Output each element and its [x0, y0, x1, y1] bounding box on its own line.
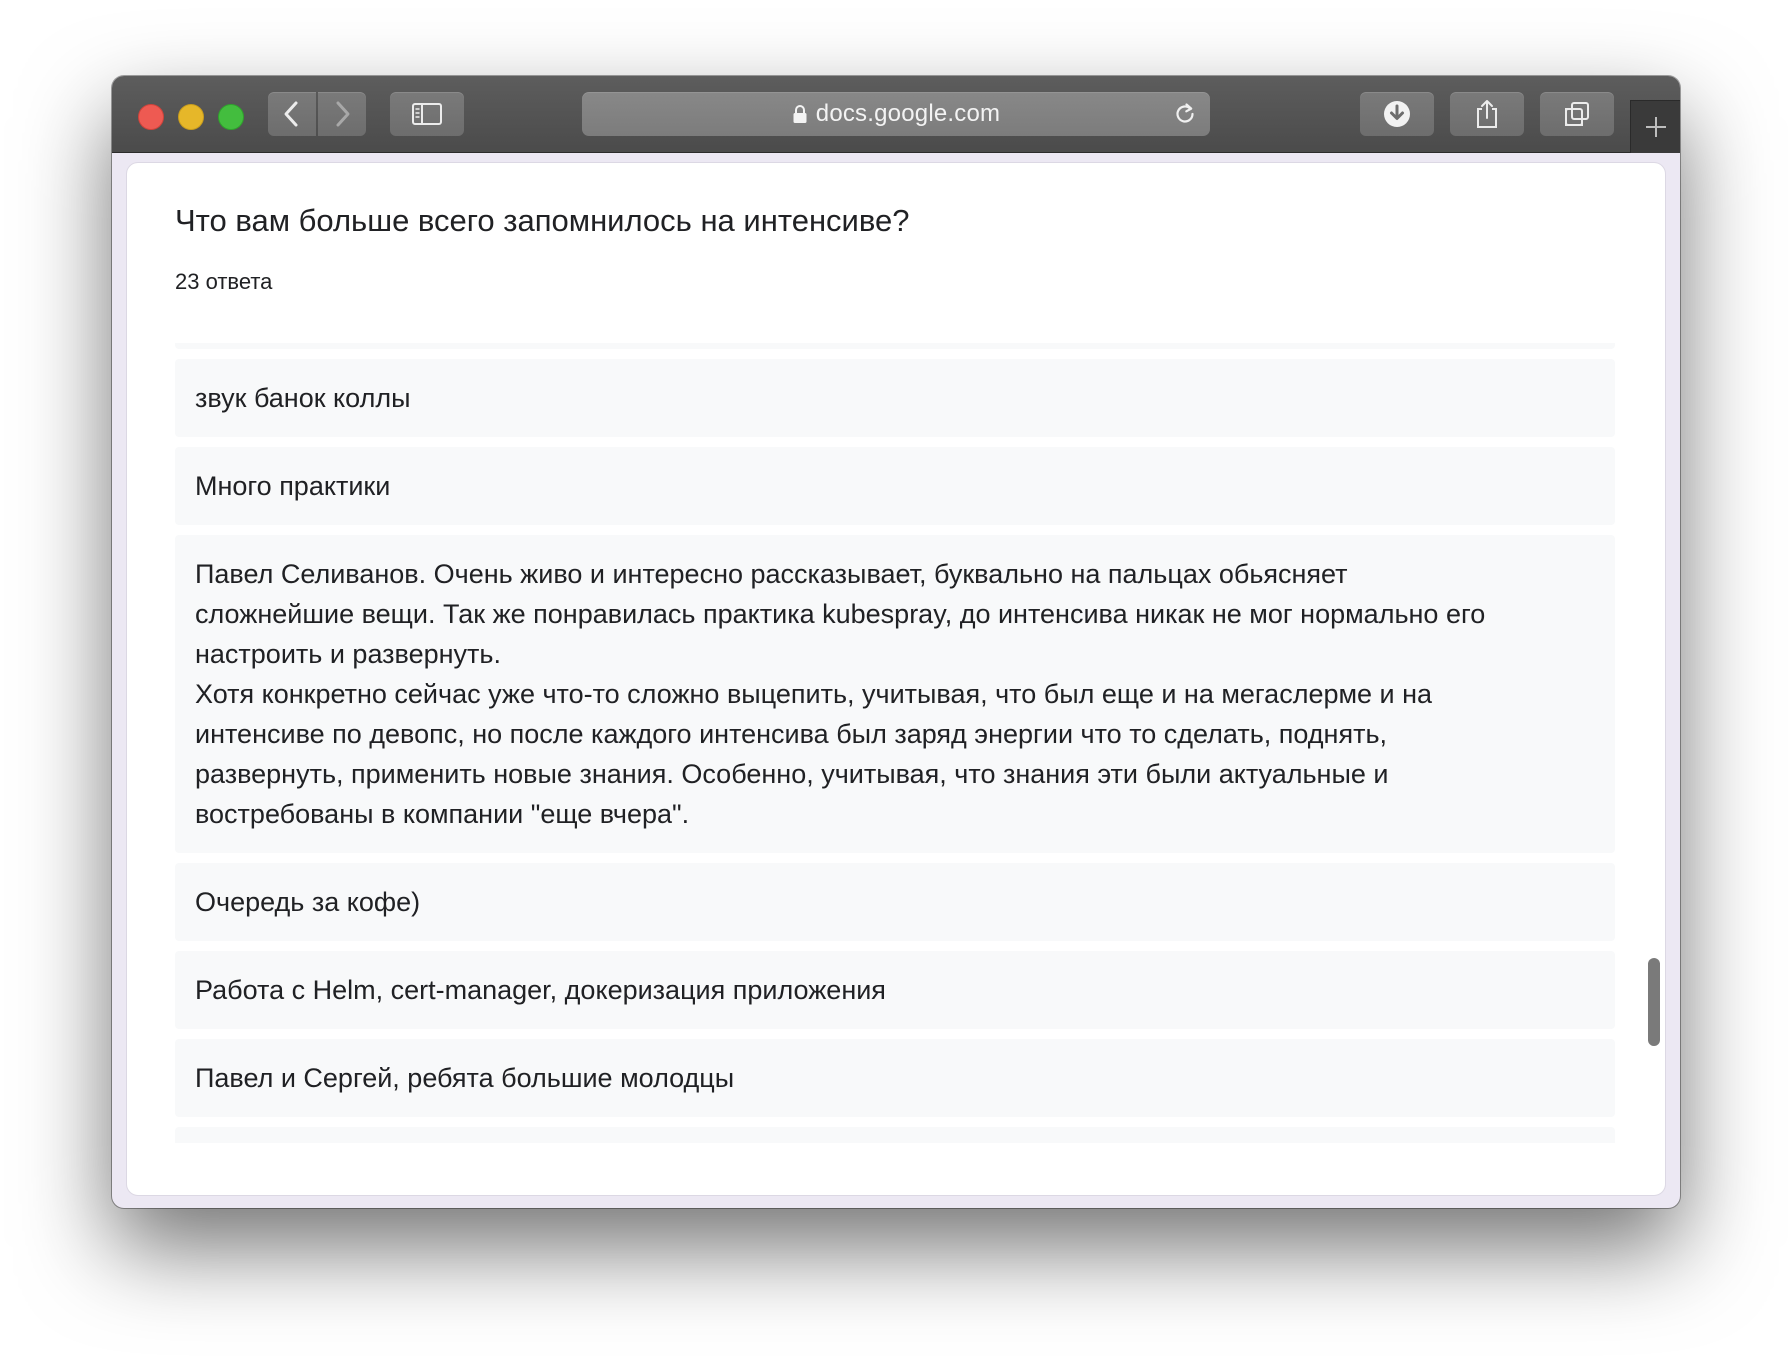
scrollbar-thumb[interactable] — [1648, 958, 1660, 1046]
tabs-icon — [1563, 101, 1591, 127]
list-item — [175, 535, 1615, 853]
answer-line: Павел Селиванов. Очень живо и интересно рассказывает, буквально на пальцах обьясняет — [195, 559, 1348, 589]
lock-icon — [792, 104, 808, 124]
answer-text: Очередь за кофе) — [195, 887, 421, 917]
show-tabs-button[interactable] — [1540, 92, 1614, 136]
answer-text: Работа с Helm, cert-manager, докеризация приложения — [195, 975, 886, 1005]
sidebar-icon — [411, 102, 443, 126]
answer-line: настроить и развернуть. — [195, 639, 501, 669]
list-item — [175, 863, 1615, 941]
response-count: 23 ответа — [175, 269, 273, 294]
plus-icon — [1644, 115, 1668, 139]
answer-line: востребованы в компании "еще вчера". — [195, 799, 690, 829]
back-button[interactable] — [268, 92, 316, 136]
download-icon — [1382, 99, 1412, 129]
url-text: docs.google.com — [815, 100, 1001, 127]
answer-line: интенсиве по девопс, но после каждого интенсива был заряд энергии что то сделать, поднять, — [195, 719, 1388, 749]
answer-line: развернуть, применить новые знания. Особенно, учитывая, что знания эти были актуальные и — [195, 759, 1389, 789]
close-window-button[interactable] — [138, 104, 164, 130]
address-bar[interactable] — [582, 92, 1210, 136]
answer-text: Много практики — [195, 471, 391, 501]
answer-text — [195, 554, 1485, 834]
list-item — [175, 1039, 1615, 1117]
chevron-right-icon — [332, 100, 352, 128]
chevron-left-icon — [282, 100, 302, 128]
list-item — [175, 447, 1615, 525]
new-tab-button[interactable] — [1630, 100, 1680, 153]
answers-list[interactable] — [175, 343, 1615, 1143]
list-item — [175, 951, 1615, 1029]
page-content — [126, 162, 1666, 1196]
list-item-partial-bottom — [175, 1127, 1615, 1143]
share-button[interactable] — [1450, 92, 1524, 136]
answer-line: сложнейшие вещи. Так же понравилась практика kubespray, до интенсива никак не мог нормально его — [195, 599, 1486, 629]
maximize-window-button[interactable] — [218, 104, 244, 130]
forward-button[interactable] — [318, 92, 366, 136]
list-item-partial-top — [175, 343, 1615, 349]
share-icon — [1474, 98, 1500, 130]
list-item — [175, 359, 1615, 437]
browser-window — [112, 76, 1680, 1208]
answer-text: Павел и Сергей, ребята большие молодцы — [195, 1063, 735, 1093]
question-title: Что вам больше всего запомнилось на интенсиве? — [175, 203, 910, 238]
browser-toolbar — [112, 76, 1680, 153]
answer-line: Хотя конкретно сейчас уже что-то сложно выцепить, учитывая, что был еще и на мегаслерме и на — [195, 679, 1433, 709]
downloads-button[interactable] — [1360, 92, 1434, 136]
sidebar-button[interactable] — [390, 92, 464, 136]
answer-text: звук банок коллы — [195, 383, 411, 413]
minimize-window-button[interactable] — [178, 104, 204, 130]
reload-icon[interactable] — [1172, 101, 1198, 127]
